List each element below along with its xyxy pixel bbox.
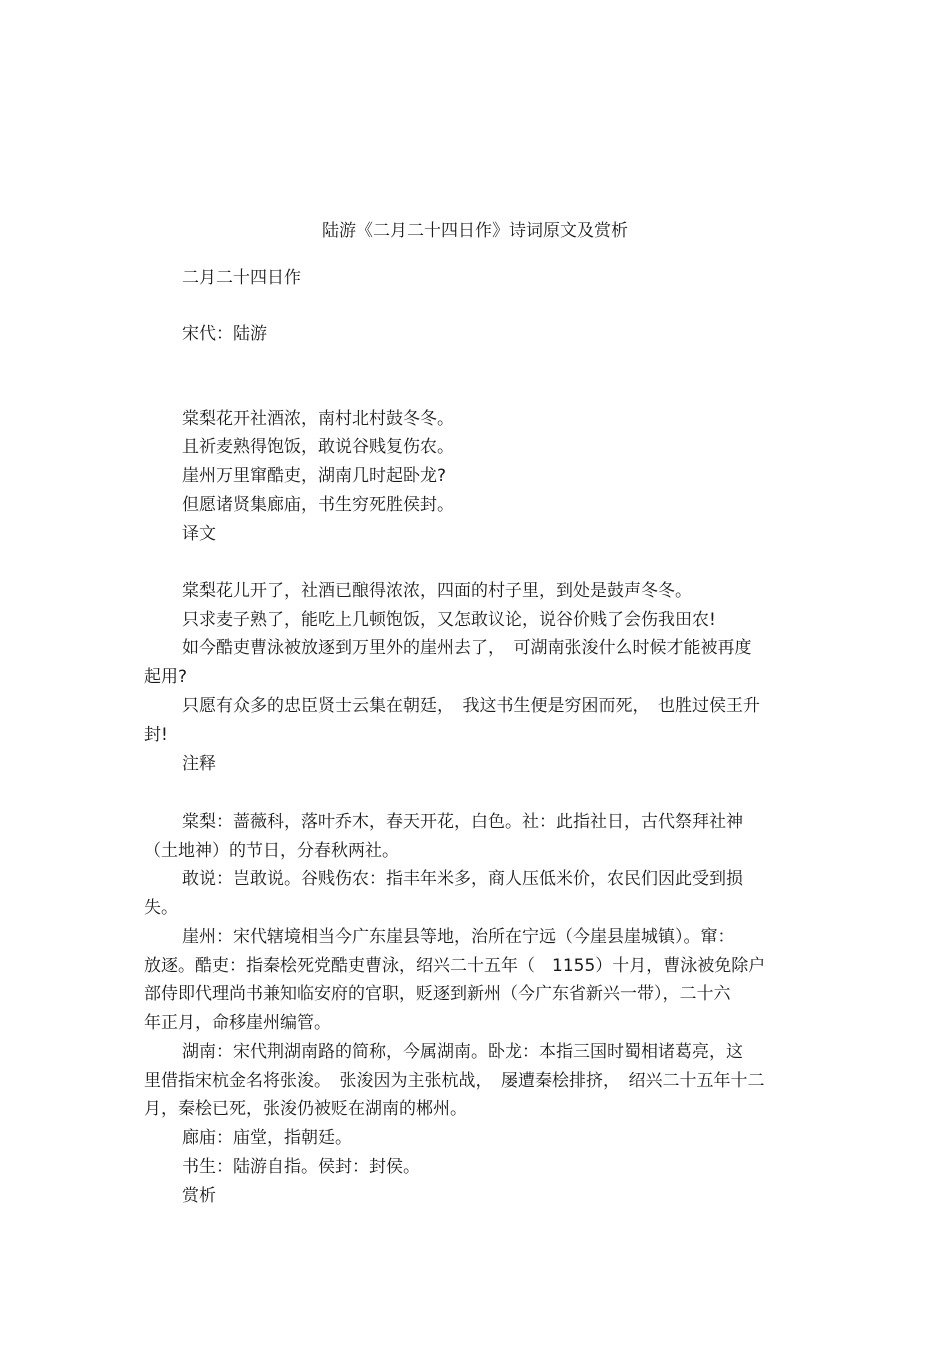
poem-line: 棠梨花开社酒浓，南村北村鼓冬冬。 <box>182 409 454 429</box>
note-line: 崖州：宋代辖境相当今广东崖县等地，治所在宁远（今崖县崖城镇）。窜： <box>182 927 735 947</box>
note-line: 里借指宋杭金名将张浚。 张浚因为主张杭战， 屡遭秦桧排挤， 绍兴二十五年十二 <box>144 1071 765 1091</box>
note-line: 敢说：岂敢说。谷贱伤农：指丰年米多，商人压低米价，农民们因此受到损 <box>182 869 743 889</box>
note-line: 失。 <box>144 898 178 918</box>
translation-line: 棠梨花儿开了，社酒已酿得浓浓，四面的村子里，到处是鼓声冬冬。 <box>182 581 692 601</box>
notes-heading: 注释 <box>182 754 216 774</box>
translation-line: 如今酷吏曹泳被放逐到万里外的崖州去了， 可湖南张浚什么时候才能被再度 <box>182 638 752 658</box>
translation-line: 只愿有众多的忠臣贤士云集在朝廷， 我这书生便是穷困而死， 也胜过侯王升 <box>182 696 760 716</box>
note-line: 年正月，命移崖州编管。 <box>144 1013 331 1033</box>
translation-heading: 译文 <box>182 524 216 544</box>
translation-line: 只求麦子熟了，能吃上几顿饱饭，又怎敢议论，说谷价贱了会伤我田农! <box>182 610 716 630</box>
note-line: （土地神）的节日，分春秋两社。 <box>144 841 399 861</box>
translation-line: 起用? <box>144 667 188 687</box>
document-title: 陆游《二月二十四日作》诗词原文及赏析 <box>322 221 628 241</box>
appreciation-heading: 赏析 <box>182 1186 216 1206</box>
note-line: 廊庙：庙堂，指朝廷。 <box>182 1128 352 1148</box>
note-line: 放逐。酷吏：指秦桧死党酷吏曹泳，绍兴二十五年（ 1155）十月，曹泳被免除户 <box>144 956 766 976</box>
poem-author: 宋代：陆游 <box>182 324 267 344</box>
note-line: 棠梨：蔷薇科，落叶乔木，春天开花，白色。社：此指社日，古代祭拜社神 <box>182 812 743 832</box>
note-line: 部侍即代理尚书兼知临安府的官职，贬逐到新州（今广东省新兴一带），二十六 <box>144 984 731 1004</box>
poem-line: 且祈麦熟得饱饭，敢说谷贱复伤农。 <box>182 437 454 457</box>
translation-line: 封! <box>144 725 168 745</box>
poem-title: 二月二十四日作 <box>182 268 301 288</box>
poem-line: 崖州万里窜酷吏，湖南几时起卧龙? <box>182 466 447 486</box>
note-line: 书生：陆游自指。侯封：封侯。 <box>182 1157 420 1177</box>
note-line: 月，秦桧已死，张浚仍被贬在湖南的郴州。 <box>144 1099 467 1119</box>
poem-line: 但愿诸贤集廊庙，书生穷死胜侯封。 <box>182 495 454 515</box>
note-line: 湖南：宋代荆湖南路的简称，今属湖南。卧龙：本指三国时蜀相诸葛亮，这 <box>182 1042 743 1062</box>
